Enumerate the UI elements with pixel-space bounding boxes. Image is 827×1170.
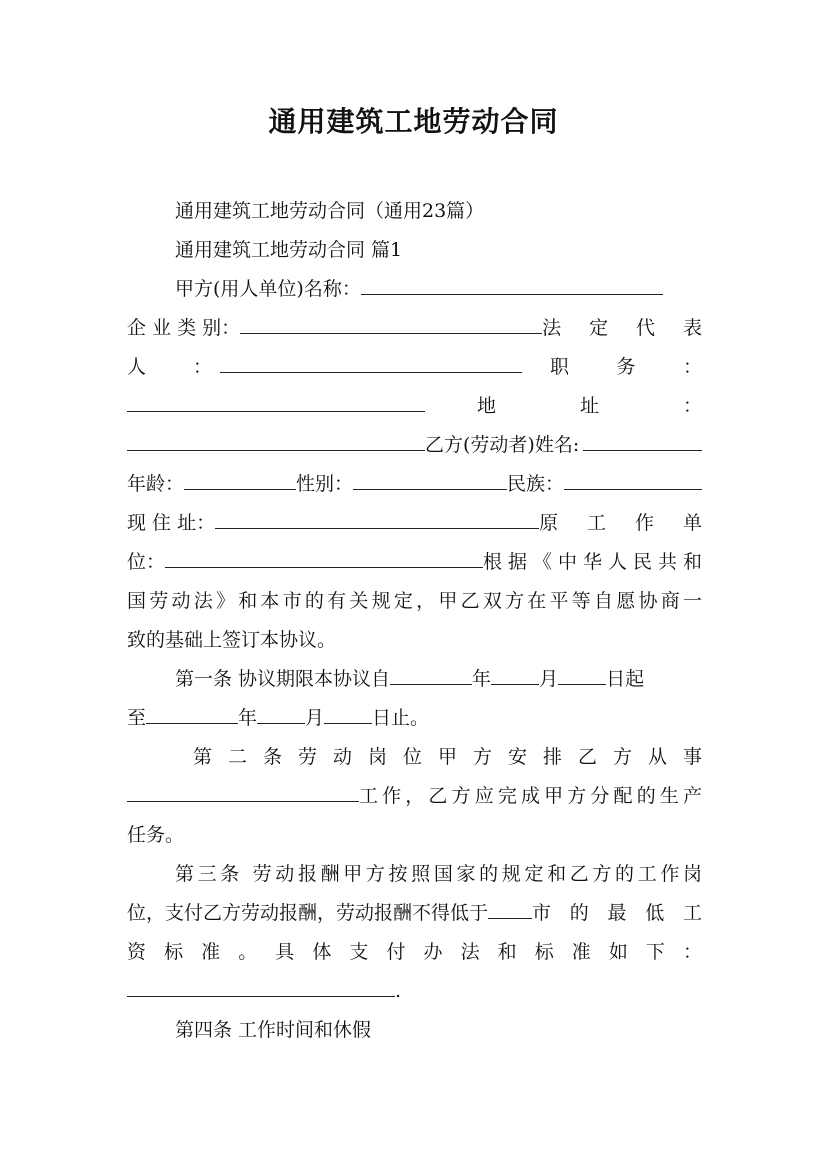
article-2-line-1: 第 二 条 劳 动 岗 位 甲 方 安 排 乙 方 从 事 bbox=[193, 746, 702, 768]
current-address-label: 现 住 址： bbox=[127, 512, 216, 534]
ethnicity-label: 民族： bbox=[507, 473, 565, 495]
start-year-blank[interactable] bbox=[390, 660, 472, 685]
basis-text-3: 致的基础上签订本协议。 bbox=[127, 629, 337, 651]
article-3-text-b: 市的最低工 bbox=[532, 902, 702, 924]
address-label: 地 址 ： bbox=[477, 395, 702, 417]
article-3-text-a: 位，支付乙方劳动报酬，劳动报酬不得低于 bbox=[127, 902, 489, 924]
current-address-blank[interactable] bbox=[215, 504, 539, 529]
article-1-line-1 bbox=[175, 660, 702, 698]
party-b-blank[interactable] bbox=[583, 426, 702, 451]
party-a-label: 甲方(用人单位)名称： bbox=[175, 278, 361, 300]
legal-rep-line bbox=[127, 348, 702, 386]
end-day-blank[interactable] bbox=[324, 699, 372, 724]
article-3-line-3: 资 标 准 。 具 体 支 付 办 法 和 标 准 如 下 ： bbox=[127, 941, 702, 963]
position-blank[interactable] bbox=[127, 387, 425, 412]
current-address-line bbox=[127, 504, 702, 542]
legal-rep-label-b: 人 ： bbox=[127, 356, 212, 378]
enterprise-line bbox=[127, 309, 702, 347]
article-4-title: 第四条 工作时间和休假 bbox=[175, 1019, 372, 1041]
chapter-heading: 通用建筑工地劳动合同 篇1 bbox=[175, 239, 403, 261]
start-month-label: 月 bbox=[539, 668, 559, 690]
former-employer-label-a: 原 工 作 单 bbox=[539, 512, 702, 534]
article-3-line-4 bbox=[127, 972, 702, 1010]
article-2-text: 工作，乙方应完成甲方分配的生产 bbox=[359, 785, 702, 807]
document-title: 通用建筑工地劳动合同 bbox=[268, 105, 559, 138]
age-blank[interactable] bbox=[184, 465, 296, 490]
party-b-label: 乙方(劳动者)姓名: bbox=[425, 434, 580, 456]
former-employer-line bbox=[127, 543, 702, 581]
article-1-line-2 bbox=[127, 699, 702, 737]
article-1-text: 第一条 协议期限本协议自 bbox=[175, 668, 391, 690]
end-day-label: 日止。 bbox=[372, 707, 430, 729]
payment-method-blank[interactable] bbox=[127, 972, 395, 997]
article-3-line-1: 第三条 劳动报酬甲方按照国家的规定和乙方的工作岗 bbox=[175, 863, 702, 885]
legal-rep-label-a: 法 定 代 表 bbox=[542, 317, 702, 339]
former-employer-blank[interactable] bbox=[165, 543, 483, 568]
end-year-blank[interactable] bbox=[146, 699, 238, 724]
end-year-label: 年 bbox=[238, 707, 258, 729]
end-month-label: 月 bbox=[305, 707, 325, 729]
former-employer-label-b: 位： bbox=[127, 551, 166, 573]
article-3-period: . bbox=[395, 980, 402, 1002]
city-blank[interactable] bbox=[488, 894, 532, 919]
legal-rep-blank[interactable] bbox=[220, 348, 522, 373]
start-day-label: 日起 bbox=[606, 668, 645, 690]
address-line bbox=[127, 387, 702, 425]
gender-blank[interactable] bbox=[353, 465, 507, 490]
enterprise-type-label: 企 业 类 别： bbox=[127, 317, 241, 339]
party-a-line bbox=[175, 270, 702, 308]
party-b-line bbox=[127, 426, 702, 464]
gender-label: 性别： bbox=[296, 473, 354, 495]
article-2-line-3: 任务。 bbox=[127, 824, 185, 846]
enterprise-type-blank[interactable] bbox=[240, 309, 542, 334]
end-month-blank[interactable] bbox=[257, 699, 305, 724]
address-blank[interactable] bbox=[127, 426, 425, 451]
subtitle: 通用建筑工地劳动合同（通用23篇） bbox=[175, 200, 485, 222]
start-year-label: 年 bbox=[472, 668, 492, 690]
article-2-line-2 bbox=[127, 777, 702, 815]
age-label: 年龄： bbox=[127, 473, 185, 495]
end-prefix: 至 bbox=[127, 707, 147, 729]
basis-text-1: 根据《中华人民共和 bbox=[483, 551, 702, 573]
start-day-blank[interactable] bbox=[558, 660, 606, 685]
party-a-blank[interactable] bbox=[361, 270, 663, 295]
personal-info-line bbox=[127, 465, 702, 503]
position-label: 职 务 ： bbox=[550, 356, 702, 378]
job-blank[interactable] bbox=[127, 777, 359, 802]
ethnicity-blank[interactable] bbox=[564, 465, 702, 490]
article-3-line-2 bbox=[127, 894, 702, 932]
basis-text-2: 国劳动法》和本市的有关规定，甲乙双方在平等自愿协商一 bbox=[127, 590, 702, 612]
start-month-blank[interactable] bbox=[491, 660, 539, 685]
